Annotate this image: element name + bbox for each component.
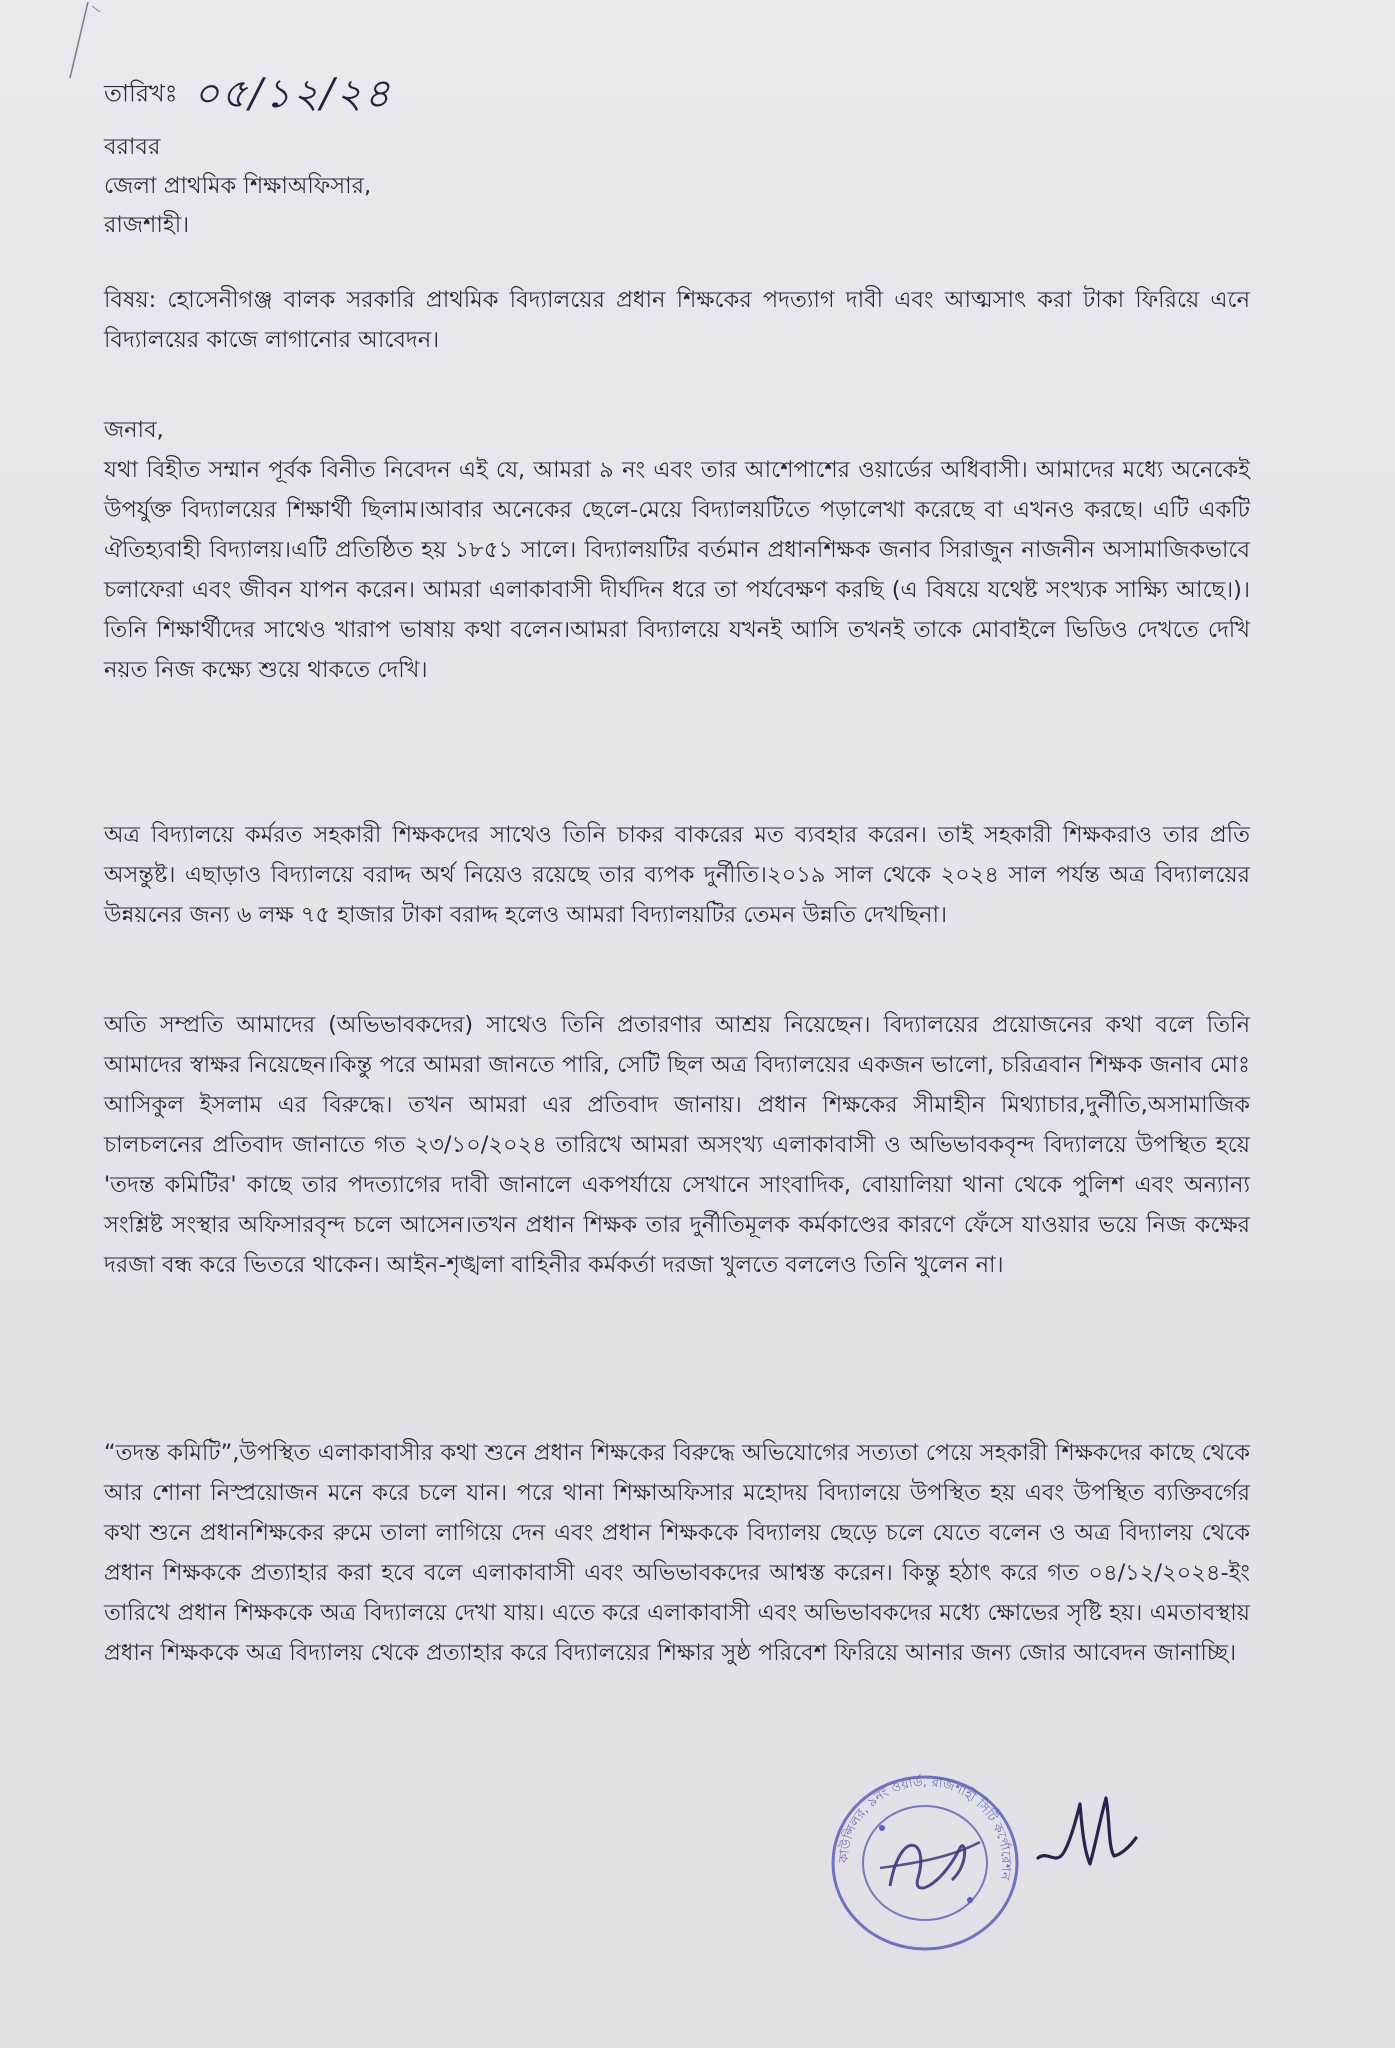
subject-line: বিষয়: হোসেনীগঞ্জ বালক সরকারি প্রাথমিক বিদ্যালয়ের প্রধান শিক্ষকের পদত্যাগ দাবী এবং আত্মসাৎ করা টাকা ফিরিয়ে এনে বিদ্যালয়ের কাজে লাগানোর আবেদন। <box>104 287 1250 353</box>
date-line <box>104 62 392 129</box>
paragraph: অত্র বিদ্যালয়ে কর্মরত সহকারী শিক্ষকদের সাথেও তিনি চাকর বাকরের মত ব্যবহার করেন। তাই সহকারী শিক্ষকরাও তার প্রতি অসন্তুষ্ট। এছাড়াও বিদ্যালয়ে বরাদ্দ অর্থ নিয়েও রয়েছে তার ব্যপক দুর্নীতি।২০১৯ সাল থেকে ২০২৪ সাল পর্যন্ত অত্র বিদ্যালয়ের উন্নয়নের জন্য ৬ লক্ষ ৭৫ হাজার টাকা বরাদ্দ হলেও আমরা বিদ্যালয়টির তেমন উন্নতি দেখছিনা। <box>104 822 1250 928</box>
seal-ring-text: কাউন্সিলর, ৯নং ওয়ার্ড, রাজশাহী সিটি কর্পোরেশন <box>836 1774 1014 1881</box>
addressee-block <box>104 128 371 245</box>
signature-icon <box>1030 1780 1140 1890</box>
date-label: তারিখঃ <box>104 79 178 108</box>
addressee-line: জেলা প্রাথমিক শিক্ষাঅফিসার, <box>104 173 372 199</box>
addressee-line: রাজশাহী। <box>104 212 190 238</box>
official-seal-icon <box>820 1768 1030 1958</box>
paragraph: অতি সম্প্রতি আমাদের (অভিভাবকদের) সাথেও তিনি প্রতারণার আশ্রয় নিয়েছেন। বিদ্যালয়ের প্রয়োজনের কথা বলে তিনি আমাদের স্বাক্ষর নিয়েছেন।কিন্তু পরে আমরা জানতে পারি, সেটি ছিল অত্র বিদ্যালয়ের একজন ভালো, চরিত্রবান শিক্ষক জনাব মোঃ আসিকুল ইসলাম এর বিরুদ্ধে। তখন আমরা এর প্রতিবাদ জানায়। প্রধান শিক্ষকের সীমাহীন মিথ্যাচার,দুর্নীতি,অসামাজিক চালচলনের প্রতিবাদ জানাতে গত ২৩/১০/২০২৪ তারিখে আমরা অসংখ্য এলাকাবাসী ও অভিভাবকবৃন্দ বিদ্যালয়ে উপস্থিত হয়ে 'তদন্ত কমিটির' কাছে তার পদত্যাগের দাবী জানালে একপর্যায়ে সেখানে সাংবাদিক, বোয়ালিয়া থানা থেকে পুলিশ এবং অন্যান্য সংশ্লিষ্ট সংস্থার অফিসারবৃন্দ চলে আসেন।তখন প্রধান শিক্ষক তার দুর্নীতিমূলক কর্মকাণ্ডের কারণে ফেঁসে যাওয়ার ভয়ে নিজ কক্ষের দরজা বন্ধ করে ভিতরে থাকেন। আইন-শৃঙ্খলা বাহিনীর কর্মকর্তা দরজা খুলতে বললেও তিনি খুলেন না। <box>104 1012 1250 1278</box>
addressee-line: বরাবর <box>104 134 161 160</box>
salutation: জনাব, <box>104 417 164 443</box>
paragraph: যথা বিহীত সম্মান পূর্বক বিনীত নিবেদন এই যে, আমরা ৯ নং এবং তার আশেপাশের ওয়ার্ডের অধিবাসী। আমাদের মধ্যে অনেকেই উপর্যুক্ত বিদ্যালয়ের শিক্ষার্থী ছিলাম।আবার অনেকের ছেলে-মেয়ে বিদ্যালয়টিতে পড়ালেখা করেছে বা এখনও করছে। এটি একটি ঐতিহ্যবাহী বিদ্যালয়।এটি প্রতিষ্ঠিত হয় ১৮৫১ সালে। বিদ্যালয়টির বর্তমান প্রধানশিক্ষক জনাব সিরাজুন নাজনীন অসামাজিকভাবে চলাফেরা এবং জীবন যাপন করেন। আমরা এলাকাবাসী দীর্ঘদিন ধরে তা পর্যবেক্ষণ করছি (এ বিষয়ে যথেষ্ট সংখ্যক সাক্ষ্যি আছে।)।তিনি শিক্ষার্থীদের সাথেও খারাপ ভাষায় কথা বলেন।আমরা বিদ্যালয়ে যখনই আসি তখনই তাকে মোবাইলে ভিডিও দেখতে দেখি নয়ত নিজ কক্ষ্যে শুয়ে থাকতে দেখি। <box>104 457 1250 683</box>
date-value: ০৫/১২/২৪ <box>193 71 393 117</box>
paragraph: “তদন্ত কমিটি”,উপস্থিত এলাকাবাসীর কথা শুনে প্রধান শিক্ষকের বিরুদ্ধে অভিযোগের সত্যতা পেয়ে সহকারী শিক্ষকদের কাছে থেকে আর শোনা নিস্প্রয়োজন মনে করে চলে যান। পরে থানা শিক্ষাঅফিসার মহোদয় বিদ্যালয়ে উপস্থিত হয় এবং উপস্থিত ব্যক্তিবর্গের কথা শুনে প্রধানশিক্ষকের রুমে তালা লাগিয়ে দেন এবং প্রধান শিক্ষককে বিদ্যালয় ছেড়ে চলে যেতে বলেন ও অত্র বিদ্যালয় থেকে প্রধান শিক্ষককে প্রত্যাহার করা হবে বলে এলাকাবাসী এবং অভিভাবকদের আশ্বস্ত করেন। কিন্তু হঠাৎ করে গত ০৪/১২/২০২৪-ইং তারিখে প্রধান শিক্ষককে অত্র বিদ্যালয়ে দেখা যায়। এতে করে এলাকাবাসী এবং অভিভাবকদের মধ্যে ক্ষোভের সৃষ্টি হয়। এমতাবস্থায় প্রধান শিক্ষককে অত্র বিদ্যালয় থেকে প্রত্যাহার করে বিদ্যালয়ের শিক্ষার সুষ্ঠ পরিবেশ ফিরিয়ে আনার জন্য জোর আবেদন জানাচ্ছি। <box>104 1440 1250 1666</box>
